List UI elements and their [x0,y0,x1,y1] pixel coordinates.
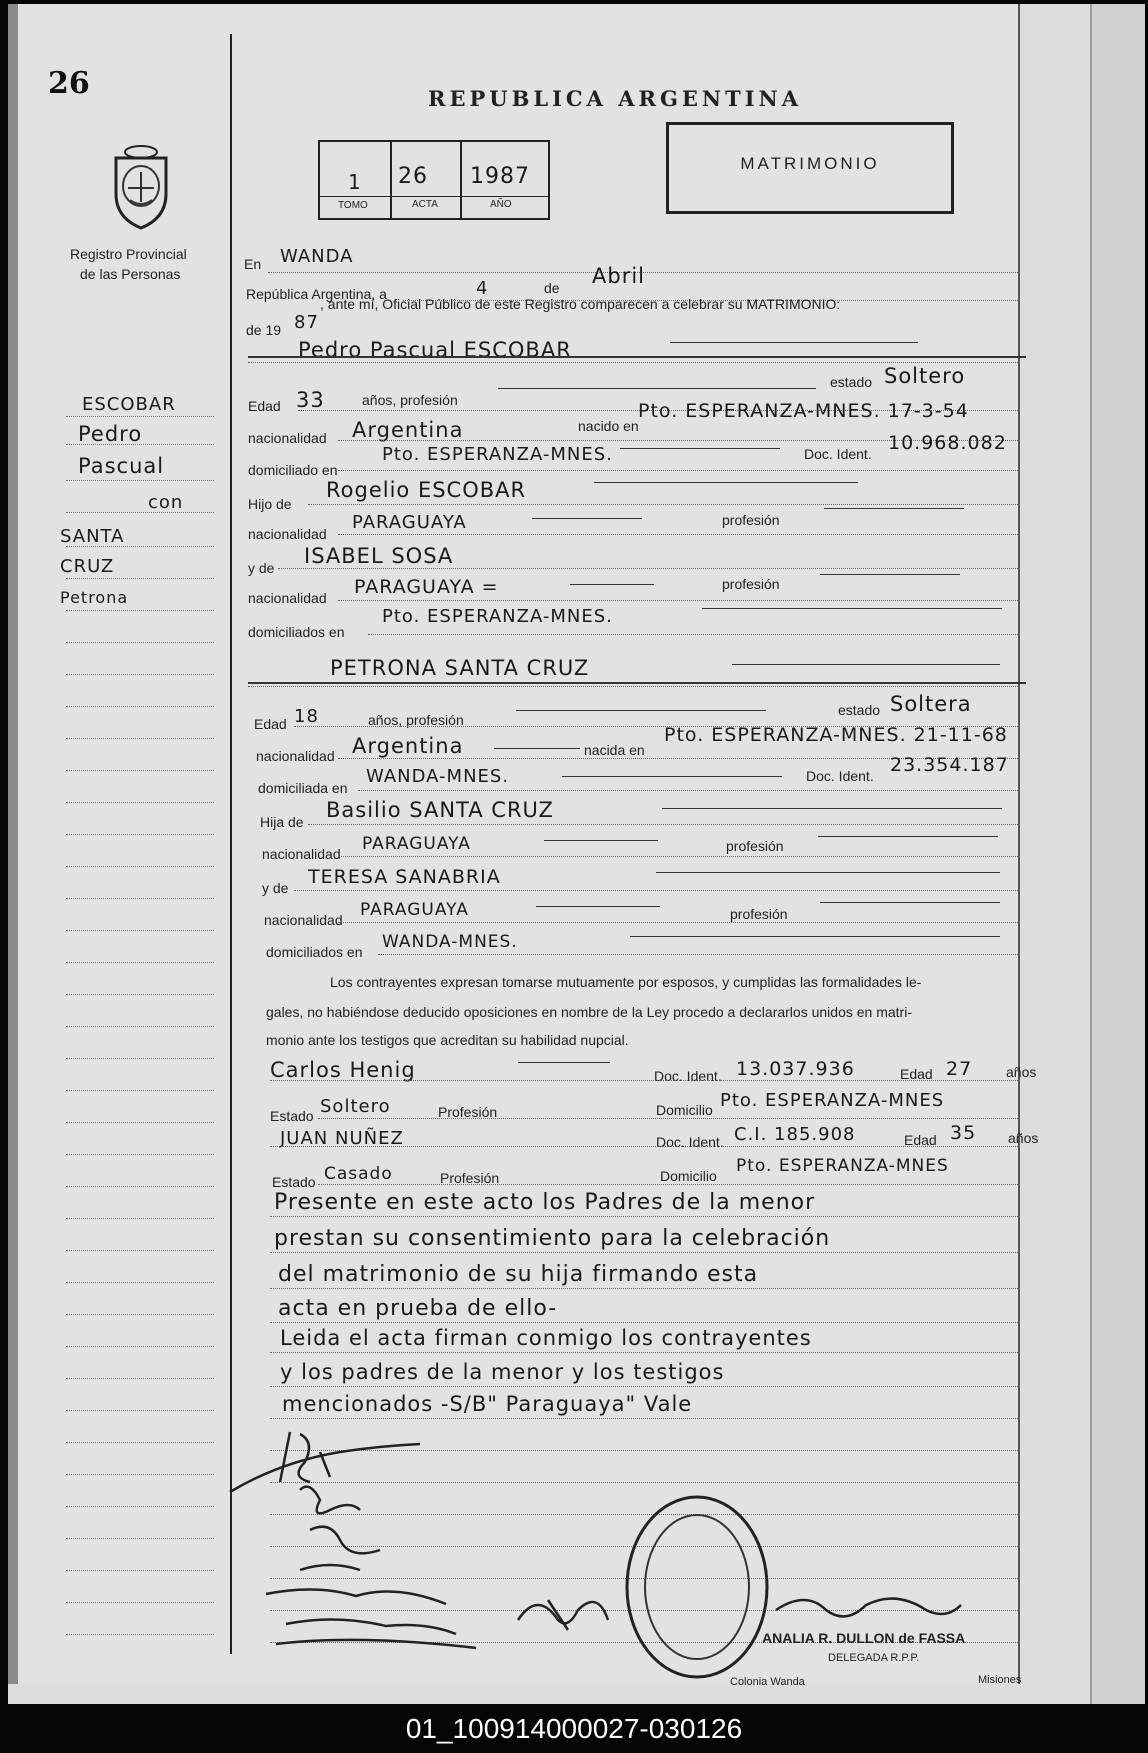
groom-padres-dom-value: Pto. ESPERANZA-MNES. [382,606,613,627]
margin-rule [66,962,214,963]
witness-1-profesion-label: Profesión [438,1104,498,1120]
margin-rule [66,578,214,579]
declaration-line-2: gales, no habiéndose deducido oposiciones en nombre de la Ley procedo a declararlos unidos en matri- [266,1004,912,1020]
bride-anos-label: años, profesión [368,712,464,728]
witness-1-doc-label: Doc. Ident. [654,1068,722,1084]
bride-estado-value: Soltera [890,692,972,716]
margin-rule [66,1250,214,1251]
bride-edad-label: Edad [254,716,287,732]
bride-madre-nac-rule [536,906,660,907]
groom-estado-label: estado [830,374,873,390]
groom-dom-line [338,470,1020,471]
bride-padres-dom-line [378,954,1020,955]
year-suffix-value: 87 [294,312,319,333]
margin-surname: ESCOBAR [82,394,176,415]
groom-nacido-value: Pto. ESPERANZA-MNES. 17-3-54 [638,400,969,422]
witness-1-estado-label: Estado [270,1108,314,1124]
margin-rule [66,642,214,643]
groom-madre-prof-rule [820,574,960,575]
stamp-place-right: Misiones [978,1674,1022,1686]
groom-padre-prof-label: profesión [722,512,780,528]
image-code: 01_100914000027-030126 [0,1704,1148,1753]
record-divider [390,140,392,218]
bride-dom-line [358,790,1020,791]
groom-section-rule [248,356,1026,358]
bride-nac-label: nacionalidad [256,748,335,764]
margin-rule [66,898,214,899]
margin-rule [66,1282,214,1283]
bride-madre-nac-line [338,922,1020,923]
margin-rule [66,1410,214,1411]
margin-name-2: Pascual [78,454,165,478]
margin-rule [66,1378,214,1379]
groom-name-line [248,362,1020,363]
groom-hijo-label: Hijo de [248,496,292,512]
ano-label: AÑO [490,199,512,210]
witness-2-name: JUAN NUÑEZ [280,1128,404,1149]
margin-rule [66,1122,214,1123]
margin-rule [66,444,214,445]
witness-1-estado-line [318,1118,1020,1119]
groom-padre-nac-label: nacionalidad [248,526,327,542]
bride-padre-nac-rule [544,840,658,841]
bride-profesion-rule [516,710,766,711]
margin-rule [66,546,214,547]
groom-nac-value: Argentina [352,418,464,442]
margin-name-1: Pedro [78,422,143,446]
groom-padre-nac-line [338,534,1020,535]
page-number: 26 [48,66,90,101]
groom-padres-dom-rule [702,608,1002,609]
document-page [8,4,1143,1704]
bride-hija-label: Hija de [260,814,304,830]
bride-nacida-label: nacida en [584,742,645,758]
margin-rule [66,866,214,867]
bride-padre-nac-value: PARAGUAYA [362,834,471,854]
acta-value: 26 [398,164,428,189]
bride-padres-dom-value: WANDA-MNES. [382,932,518,952]
groom-padre-nac-rule [532,518,642,519]
book-edge [1090,4,1145,1704]
groom-doc-value: 10.968.082 [888,432,1007,454]
binding-edge [8,4,18,1684]
bride-padre-prof-rule [818,836,998,837]
note-rule [270,1352,1020,1353]
ano-value: 1987 [470,164,530,189]
bride-section-rule [248,682,1026,684]
groom-padre-line [308,504,1020,505]
month-value: Abril [592,264,645,288]
bride-name-line [248,686,1020,687]
groom-madre-nac-rule [570,584,654,585]
margin-rule [66,1634,214,1635]
signature-officer [508,1580,628,1640]
country-title: REPUBLICA ARGENTINA [428,86,803,111]
day-value: 4 [476,278,489,299]
bride-edad-value: 18 [294,706,319,727]
bride-madre-prof-label: profesión [730,906,788,922]
groom-madre-nac-line [338,600,1020,601]
margin-connector: con [148,492,184,513]
groom-padres-dom-line [368,634,1020,635]
margin-rule [66,738,214,739]
groom-padre-value: Rogelio ESCOBAR [326,478,527,502]
bride-padre-prof-label: profesión [726,838,784,854]
bride-padre-nac-line [338,856,1020,857]
margin-rule [66,1442,214,1443]
margin-rule [66,1474,214,1475]
margin-name-5: Petrona [60,588,129,607]
note-rule [270,1418,1020,1419]
note-rule [270,1288,1020,1289]
groom-anos-label: años, profesión [362,392,458,408]
bride-nac-rule [494,748,580,749]
margin-rule [66,1186,214,1187]
margin-rule [66,674,214,675]
groom-name-rule [670,342,918,343]
groom-estado-value: Soltero [884,364,966,388]
groom-nac-label: nacionalidad [248,430,327,446]
declaration-line-3: monio ante los testigos que acreditan su habilidad nupcial. [266,1032,629,1048]
bride-doc-value: 23.354.187 [890,754,1009,776]
note-line-6: y los padres de la menor y los testigos [280,1360,725,1384]
year-prefix-label: de 19 [246,322,282,338]
groom-dom-rule [620,448,780,449]
bride-padre-rule [662,808,1002,809]
registry-name-line1: Registro Provincial [70,246,187,262]
witness-2-anos-label: años [1008,1130,1039,1146]
margin-rule [66,770,214,771]
republica-label: República Argentina, a [246,286,387,302]
bride-madre-value: TERESA SANABRIA [308,866,501,888]
groom-dom-label: domiciliado en [248,462,338,478]
groom-madre-prof-label: profesión [722,576,780,592]
witness-2-domicilio-label: Domicilio [660,1168,717,1184]
groom-padre-nac-value: PARAGUAYA [352,512,467,533]
declaration-line-1: Los contrayentes expresan tomarse mutuamente por esposos, y cumplidas las formalidades le- [330,974,922,990]
witness-1-edad-label: Edad [900,1066,933,1082]
witness-2-estado-line [318,1184,1020,1185]
margin-rule [66,834,214,835]
tomo-value: 1 [348,170,362,194]
margin-rule [66,416,214,417]
margin-rule [66,1090,214,1091]
note-rule [270,1322,1020,1323]
note-line-1: Presente en este acto los Padres de la menor [274,1190,816,1215]
bride-nac-value: Argentina [352,734,464,758]
bride-estado-label: estado [838,702,881,718]
registry-name-line2: de las Personas [80,266,181,282]
record-divider [460,140,462,218]
note-line-3: del matrimonio de su hija firmando esta [278,1262,759,1287]
margin-rule [66,1602,214,1603]
margin-rule [66,1538,214,1539]
note-line-7: mencionados -S/B" Paraguaya" Vale [282,1392,693,1416]
note-line-4: acta en prueba de ello- [278,1296,558,1321]
signature-witness [256,1574,516,1654]
witness-1-domicilio-label: Domicilio [656,1102,713,1118]
stamp-place-left: Colonia Wanda [730,1676,805,1688]
bride-dom-label: domiciliada en [258,780,348,796]
witness-1-estado-value: Soltero [320,1096,391,1117]
groom-edad-label: Edad [248,398,281,414]
margin-name-3: SANTA [60,526,125,547]
witness-1-doc-value: 13.037.936 [736,1058,855,1080]
bride-name-rule [732,664,1000,665]
margin-rule [66,802,214,803]
act-type-label: MATRIMONIO [740,154,880,173]
groom-edad-value: 33 [296,388,325,412]
note-rule [270,1252,1020,1253]
margin-rule [66,1570,214,1571]
margin-rule [66,706,214,707]
witness-1-anos-label: años [1006,1064,1037,1080]
margin-rule [66,512,214,513]
bride-madre-nac-value: PARAGUAYA [360,900,469,920]
witness-1-line [270,1080,1020,1081]
witness-1-name-rule [518,1062,610,1063]
groom-doc-label: Doc. Ident. [804,446,872,462]
groom-padres-dom-label: domiciliados en [248,624,345,640]
note-line-5: Leida el acta firman conmigo los contrayentes [280,1326,812,1350]
margin-rule [66,1506,214,1507]
groom-padre-prof-rule [824,508,964,509]
bride-madre-line [294,890,1020,891]
signature-delegate [766,1580,966,1630]
groom-name: Pedro Pascual ESCOBAR [298,338,572,362]
coat-of-arms-seal [104,144,178,230]
bride-madre-rule [656,872,1000,873]
acta-label: ACTA [412,199,438,210]
witness-2-domicilio-value: Pto. ESPERANZA-MNES [736,1156,949,1176]
signature-bride [290,1470,430,1590]
witness-2-line [270,1146,1020,1147]
margin-rule [66,1058,214,1059]
bride-y-de-label: y de [262,880,289,896]
witness-2-doc-label: Doc. Ident. [656,1134,724,1150]
witness-2-edad-value: 35 [950,1122,977,1144]
stamp-officer: ANALIA R. DULLON de FASSA [762,1630,966,1646]
groom-padre-rule [594,482,858,483]
en-label: En [244,256,262,272]
witness-2-doc-value: C.I. 185.908 [734,1124,856,1145]
margin-rule [66,480,214,481]
bride-dom-rule [562,776,782,777]
bride-nacida-value: Pto. ESPERANZA-MNES. 21-11-68 [664,724,1008,746]
bride-madre-prof-rule [820,902,1000,903]
witness-1-name: Carlos Henig [270,1058,416,1082]
margin-rule [66,1154,214,1155]
groom-y-de-label: y de [248,560,275,576]
groom-dom-value: Pto. ESPERANZA-MNES. [382,444,613,465]
witness-1-edad-value: 27 [946,1058,973,1080]
groom-madre-value: ISABEL SOSA [304,544,454,568]
margin-rule [66,994,214,995]
witness-2-edad-label: Edad [904,1132,937,1148]
bride-padre-line [308,824,1020,825]
margin-rule [66,1026,214,1027]
bride-padres-dom-label: domiciliados en [266,944,363,960]
groom-nacido-label: nacido en [578,418,639,434]
intro-text: , ante mí, Oficial Público de este Registro comparecen a celebrar su MATRIMONIO: [320,296,841,312]
official-stamp [622,1492,772,1682]
de-label: de [544,280,560,296]
margin-name-4: CRUZ [60,556,115,577]
margin-divider [230,34,232,1654]
margin-rule [66,1346,214,1347]
groom-madre-nac-value: PARAGUAYA = [354,576,499,598]
bride-padre-nac-label: nacionalidad [262,846,341,862]
margin-rule [66,1314,214,1315]
bride-dom-value: WANDA-MNES. [366,766,510,787]
witness-2-profesion-label: Profesión [440,1170,500,1186]
margin-rule [66,610,214,611]
stamp-title: DELEGADA R.P.P. [828,1652,920,1664]
note-rule [270,1216,1020,1217]
certificate-sheet [8,4,1039,1688]
bride-doc-label: Doc. Ident. [806,768,874,784]
bride-padre-value: Basilio SANTA CRUZ [326,798,554,822]
record-rule [318,196,548,197]
bride-name: PETRONA SANTA CRUZ [330,656,590,680]
bride-madre-nac-label: nacionalidad [264,912,343,928]
groom-madre-line [278,568,1020,569]
groom-madre-nac-label: nacionalidad [248,590,327,606]
bride-padres-dom-rule [630,936,1000,937]
margin-rule [66,1218,214,1219]
witness-2-estado-label: Estado [272,1174,316,1190]
note-line-2: prestan su consentimiento para la celebración [274,1226,831,1251]
margin-rule [66,930,214,931]
note-rule [270,1386,1020,1387]
witness-2-estado-value: Casado [324,1164,393,1184]
place-value: WANDA [280,246,354,267]
groom-profesion-rule [498,388,816,389]
tomo-label: TOMO [338,200,368,211]
witness-1-domicilio-value: Pto. ESPERANZA-MNES [720,1090,945,1111]
